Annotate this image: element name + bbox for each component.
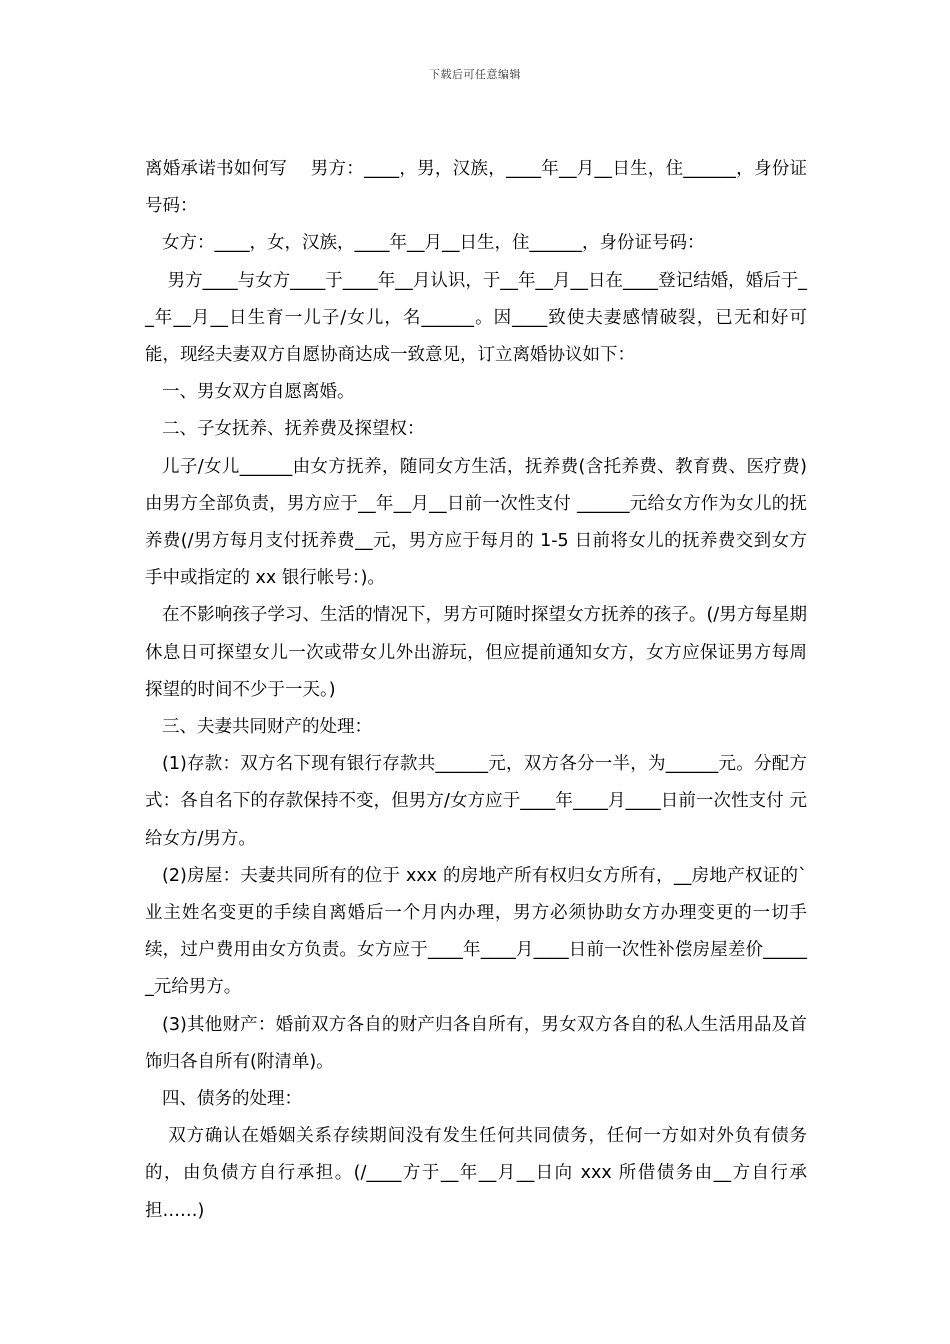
paragraph-section-one: 一、男女双方自愿离婚。 [162, 382, 355, 403]
paragraph-visitation: 在不影响孩子学习、生活的情况下，男方可随时探望女方抚养的孩子。(/男方每星期休息日可探望女儿一次或带女儿外出游玩，但应提前通知女方，女方应保证男方每周探望的时间不少于一天。) [145, 605, 807, 700]
paragraph-other-property: (3)其他财产：婚前双方各自的财产归各自所有，男女双方各自的私人生活用品及首饰归各自所有(附清单)。 [145, 1014, 807, 1072]
document-body [145, 151, 807, 1230]
paragraph-section-two-heading: 二、子女抚养、抚养费及探望权： [162, 419, 425, 440]
paragraph-title-and-male-party: 离婚承诺书如何写 男方：____，男，汉族，____年__月__日生，住______，身份证号码： [145, 159, 807, 217]
paragraph-house: (2)房屋：夫妻共同所有的位于 xxx 的房地产所有权归女方所有，__房地产权证的`业主姓名变更的手续自离婚后一个月内办理，男方必须协助女方办理变更的一切手续，过户费用由女方负责。女方应于____年____月____日前一次性补偿房屋差价______元给男方。 [145, 865, 807, 998]
paragraph-section-four-heading: 四、债务的处理： [162, 1089, 302, 1110]
header-note: 下载后可任意编辑 [429, 68, 521, 81]
paragraph-female-party: 女方：____，女，汉族，____年__月__日生，住______，身份证号码： [162, 233, 705, 254]
paragraph-savings: (1)存款：双方名下现有银行存款共______元，双方各分一半，为______元。分配方式：各自名下的存款保持不变，但男方/女方应于____年____月____日前一次性支付 元给女方/男方。 [145, 754, 807, 849]
paragraph-section-three-heading: 三、夫妻共同财产的处理： [162, 717, 372, 738]
paragraph-child-support: 儿子/女儿______由女方抚养，随同女方生活，抚养费(含托养费、教育费、医疗费)由男方全部负责，男方应于__年__月__日前一次性支付 ______元给女方作为女儿的抚养费(/男方每月支付抚养费__元，男方应于每月的 1-5 日前将女儿的抚养费交到女方手中或指定的 xx 银行帐号：)。 [145, 456, 807, 589]
paragraph-marriage-background: 男方____与女方____于____年__月认识，于__年__月__日在____登记结婚，婚后于__年__月__日生育一儿子/女儿，名______。因____致使夫妻感情破裂，已无和好可能，现经夫妻双方自愿协商达成一致意见，订立离婚协议如下： [145, 270, 807, 366]
paragraph-debts: 双方确认在婚姻关系存续期间没有发生任何共同债务，任何一方如对外负有债务的，由负债方自行承担。(/____方于__年__月__日向 xxx 所借债务由__方自行承担……) [145, 1126, 807, 1221]
